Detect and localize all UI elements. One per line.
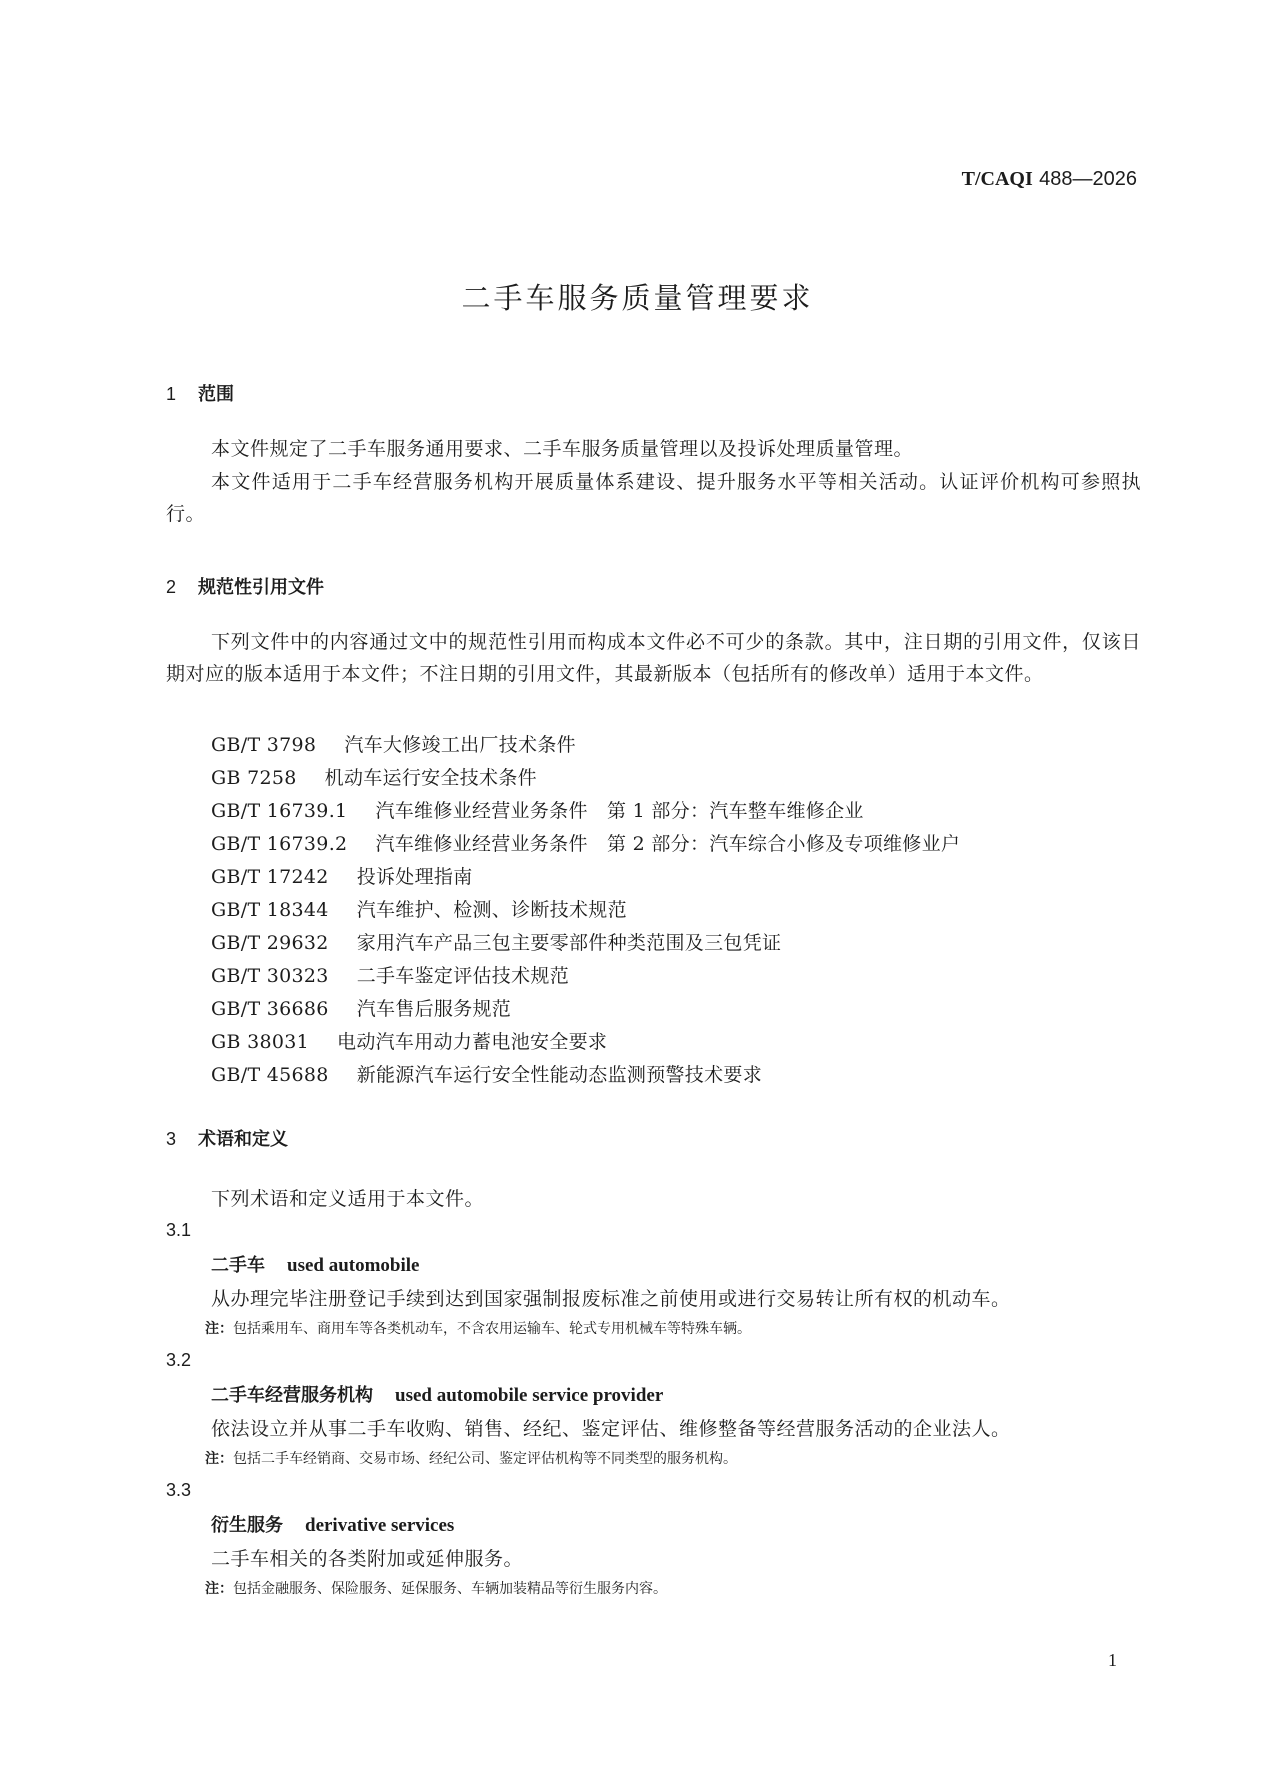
section-number: 2 bbox=[166, 577, 177, 597]
term-heading bbox=[211, 1251, 420, 1277]
reference-title: 汽车维修业经营业务条件 第 1 部分：汽车整车维修企业 bbox=[375, 800, 864, 822]
term-definition: 从办理完毕注册登记手续到达到国家强制报废标准之前使用或进行交易转让所有权的机动车。 bbox=[211, 1288, 1011, 1310]
page-number: 1 bbox=[1108, 1650, 1117, 1670]
reference-title: 投诉处理指南 bbox=[356, 866, 473, 888]
reference-code: GB/T 3798 bbox=[211, 734, 317, 756]
term-number: 3.2 bbox=[166, 1350, 192, 1370]
term-heading bbox=[211, 1381, 663, 1407]
reference-item bbox=[211, 829, 960, 856]
reference-code: GB/T 29632 bbox=[211, 932, 329, 954]
term-number: 3.1 bbox=[166, 1220, 192, 1240]
term-note bbox=[205, 1318, 751, 1338]
document-title: 二手车服务质量管理要求 bbox=[461, 281, 814, 315]
reference-code: GB/T 17242 bbox=[211, 866, 329, 888]
term-en: derivative services bbox=[305, 1515, 455, 1536]
term-zh: 衍生服务 bbox=[211, 1515, 283, 1536]
reference-code: GB/T 16739.1 bbox=[211, 800, 348, 822]
section-2-intro: 下列文件中的内容通过文中的规范性引用而构成本文件必不可少的条款。其中，注日期的引用文件，仅该日期对应的版本适用于本文件；不注日期的引用文件，其最新版本（包括所有的修改单）适用于本文件。 bbox=[166, 631, 1141, 685]
reference-title: 电动汽车用动力蓄电池安全要求 bbox=[337, 1031, 608, 1053]
section-number: 1 bbox=[166, 384, 177, 404]
reference-item bbox=[211, 730, 576, 757]
section-3-intro: 下列术语和定义适用于本文件。 bbox=[211, 1188, 485, 1210]
reference-item bbox=[211, 928, 781, 955]
term-definition: 二手车相关的各类附加或延伸服务。 bbox=[211, 1548, 524, 1570]
note-text: 包括乘用车、商用车等各类机动车，不含农用运输车、轮式专用机械车等特殊车辆。 bbox=[233, 1321, 751, 1337]
section-2-heading bbox=[166, 573, 324, 599]
reference-code: GB 38031 bbox=[211, 1031, 310, 1053]
reference-title: 家用汽车产品三包主要零部件种类范围及三包凭证 bbox=[356, 932, 782, 954]
term-en: used automobile service provider bbox=[395, 1385, 664, 1406]
term-number: 3.3 bbox=[166, 1480, 192, 1500]
reference-item bbox=[211, 895, 627, 922]
section-number: 3 bbox=[166, 1129, 177, 1149]
section-1-heading bbox=[166, 380, 234, 406]
reference-title: 机动车运行安全技术条件 bbox=[324, 767, 537, 789]
reference-code: GB/T 36686 bbox=[211, 998, 329, 1020]
reference-code: GB/T 16739.2 bbox=[211, 833, 348, 855]
reference-item bbox=[211, 796, 864, 823]
section-title: 术语和定义 bbox=[198, 1129, 289, 1150]
section-3-heading bbox=[166, 1125, 288, 1151]
reference-code: GB/T 45688 bbox=[211, 1064, 329, 1086]
standard-year: 488—2026 bbox=[1039, 168, 1137, 190]
reference-code: GB/T 18344 bbox=[211, 899, 329, 921]
standard-number bbox=[962, 166, 1137, 191]
term-en: used automobile bbox=[287, 1255, 420, 1276]
note-label: 注： bbox=[205, 1581, 233, 1597]
reference-item bbox=[211, 862, 473, 889]
section-title: 规范性引用文件 bbox=[198, 577, 325, 598]
reference-item bbox=[211, 1027, 607, 1054]
reference-title: 汽车售后服务规范 bbox=[356, 998, 512, 1020]
section-title: 范围 bbox=[198, 384, 235, 405]
note-label: 注： bbox=[205, 1451, 233, 1467]
reference-item bbox=[211, 961, 569, 988]
reference-title: 二手车鉴定评估技术规范 bbox=[356, 965, 570, 987]
reference-item bbox=[211, 1060, 762, 1087]
term-note bbox=[205, 1448, 737, 1468]
reference-title: 汽车维护、检测、诊断技术规范 bbox=[356, 899, 627, 921]
note-text: 包括二手车经销商、交易市场、经纪公司、鉴定评估机构等不同类型的服务机构。 bbox=[233, 1451, 737, 1467]
term-note bbox=[205, 1578, 667, 1598]
reference-code: GB 7258 bbox=[211, 767, 297, 789]
section-1-paragraph-2: 本文件适用于二手车经营服务机构开展质量体系建设、提升服务水平等相关活动。认证评价机构可参照执行。 bbox=[166, 471, 1141, 525]
standard-code: T/CAQI bbox=[961, 168, 1033, 190]
reference-code: GB/T 30323 bbox=[211, 965, 329, 987]
term-heading bbox=[211, 1511, 454, 1537]
term-zh: 二手车经营服务机构 bbox=[211, 1385, 373, 1406]
reference-item bbox=[211, 994, 511, 1021]
note-text: 包括金融服务、保险服务、延保服务、车辆加装精品等衍生服务内容。 bbox=[233, 1581, 667, 1597]
reference-title: 汽车维修业经营业务条件 第 2 部分：汽车综合小修及专项维修业户 bbox=[375, 833, 961, 855]
term-definition: 依法设立并从事二手车收购、销售、经纪、鉴定评估、维修整备等经营服务活动的企业法人。 bbox=[211, 1418, 1011, 1440]
section-1-paragraph-1: 本文件规定了二手车服务通用要求、二手车服务质量管理以及投诉处理质量管理。 bbox=[211, 438, 914, 460]
note-label: 注： bbox=[205, 1321, 233, 1337]
reference-item bbox=[211, 763, 537, 790]
term-zh: 二手车 bbox=[211, 1255, 265, 1276]
reference-title: 新能源汽车运行安全性能动态监测预警技术要求 bbox=[356, 1064, 763, 1086]
reference-title: 汽车大修竣工出厂技术条件 bbox=[344, 734, 576, 756]
